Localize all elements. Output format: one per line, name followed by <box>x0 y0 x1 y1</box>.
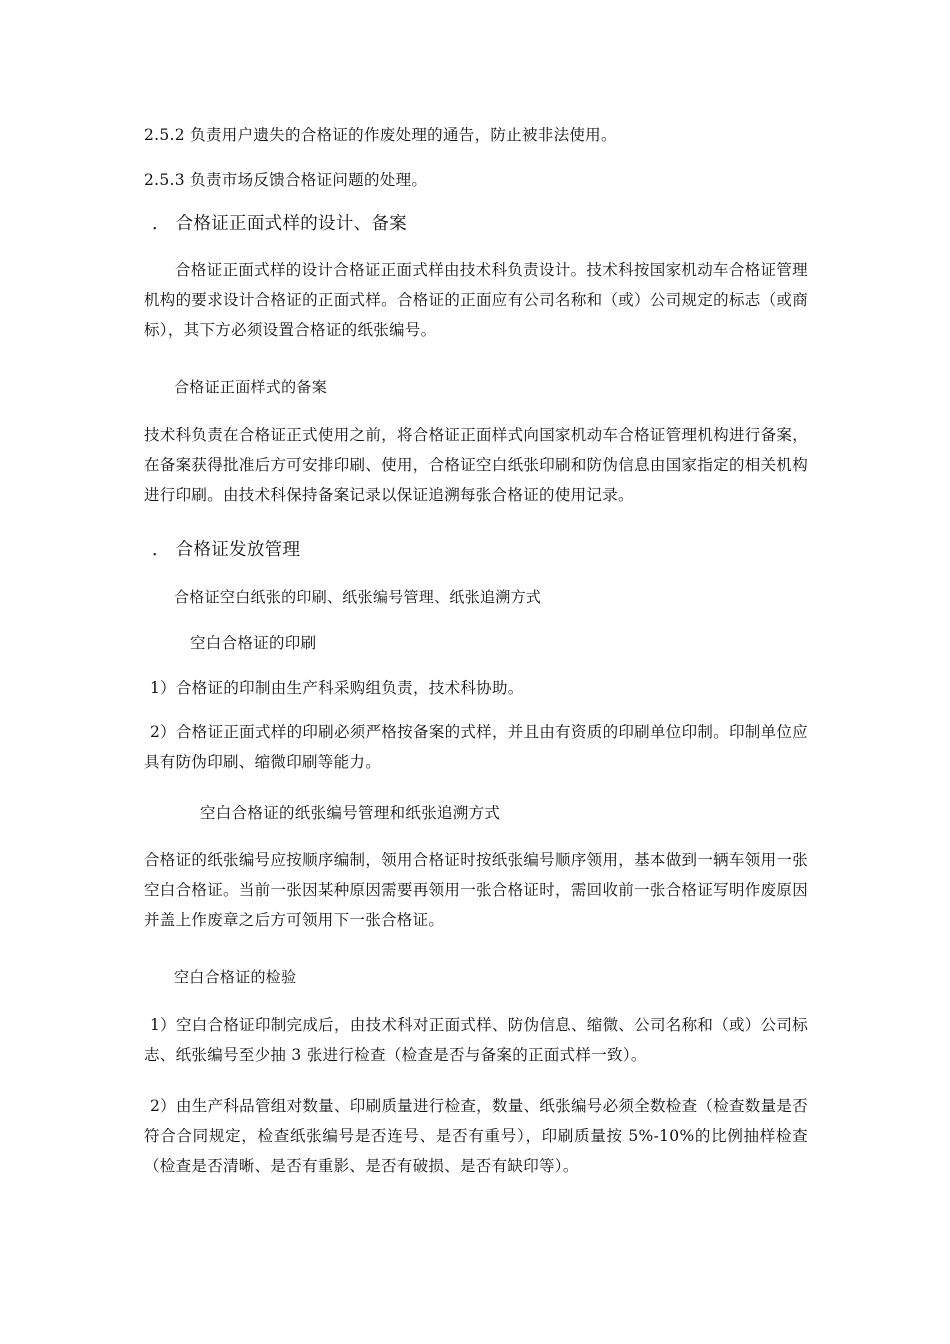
heading-issue: ． 合格证发放管理 <box>152 540 301 560</box>
heading-printing: 空白合格证的印刷 <box>190 634 317 652</box>
clause-2-5-2: 2.5.2 负责用户遗失的合格证的作废处理的通告，防止被非法使用。 <box>144 126 617 144</box>
paragraph-record: 技术科负责在合格证正式使用之前，将合格证正面样式向国家机动车合格证管理机构进行备案，在备案获得批准后方可安排印刷、使用，合格证空白纸张印刷和防伪信息由国家指定的相关机构进行印刷。由技术科保持备案记录以保证追溯每张合格证的使用记录。 <box>144 426 808 504</box>
inspection-item-1: 1）空白合格证印制完成后，由技术科对正面式样、防伪信息、缩微、公司名称和（或）公司标志、纸张编号至少抽 3 张进行检查（检查是否与备案的正面式样一致）。 <box>144 1016 808 1064</box>
heading-numbering: 空白合格证的纸张编号管理和纸张追溯方式 <box>200 804 501 822</box>
heading-blank-paper: 合格证空白纸张的印刷、纸张编号管理、纸张追溯方式 <box>174 588 542 606</box>
heading-record: 合格证正面样式的备案 <box>174 378 328 396</box>
inspection-item-2: 2）由生产科品管组对数量、印刷质量进行检查，数量、纸张编号必须全数检查（检查数量是否符合合同规定，检查纸张编号是否连号、是否有重号），印刷质量按 5%-10%的比例抽样检查（检查是否清晰、是否有重影、是否有破损、是否有缺印等）。 <box>144 1097 808 1175</box>
printing-item-2: 2）合格证正面式样的印刷必须严格按备案的式样，并且由有资质的印刷单位印制。印制单位应具有防伪印刷、缩微印刷等能力。 <box>144 723 808 771</box>
clause-2-5-3: 2.5.3 负责市场反馈合格证问题的处理。 <box>144 171 428 189</box>
heading-inspection: 空白合格证的检验 <box>174 968 297 986</box>
printing-item-1: 1）合格证的印制由生产科采购组负责，技术科协助。 <box>150 679 524 697</box>
heading-design: ． 合格证正面式样的设计、备案 <box>152 214 408 234</box>
paragraph-design: 合格证正面式样的设计合格证正面式样由技术科负责设计。技术科按国家机动车合格证管理机构的要求设计合格证的正面式样。合格证的正面应有公司名称和（或）公司规定的标志（或商标），其下方必须设置合格证的纸张编号。 <box>144 261 808 339</box>
paragraph-numbering: 合格证的纸张编号应按顺序编制，领用合格证时按纸张编号顺序领用，基本做到一辆车领用一张空白合格证。当前一张因某种原因需要再领用一张合格证时，需回收前一张合格证写明作废原因并盖上作废章之后方可领用下一张合格证。 <box>144 851 808 929</box>
